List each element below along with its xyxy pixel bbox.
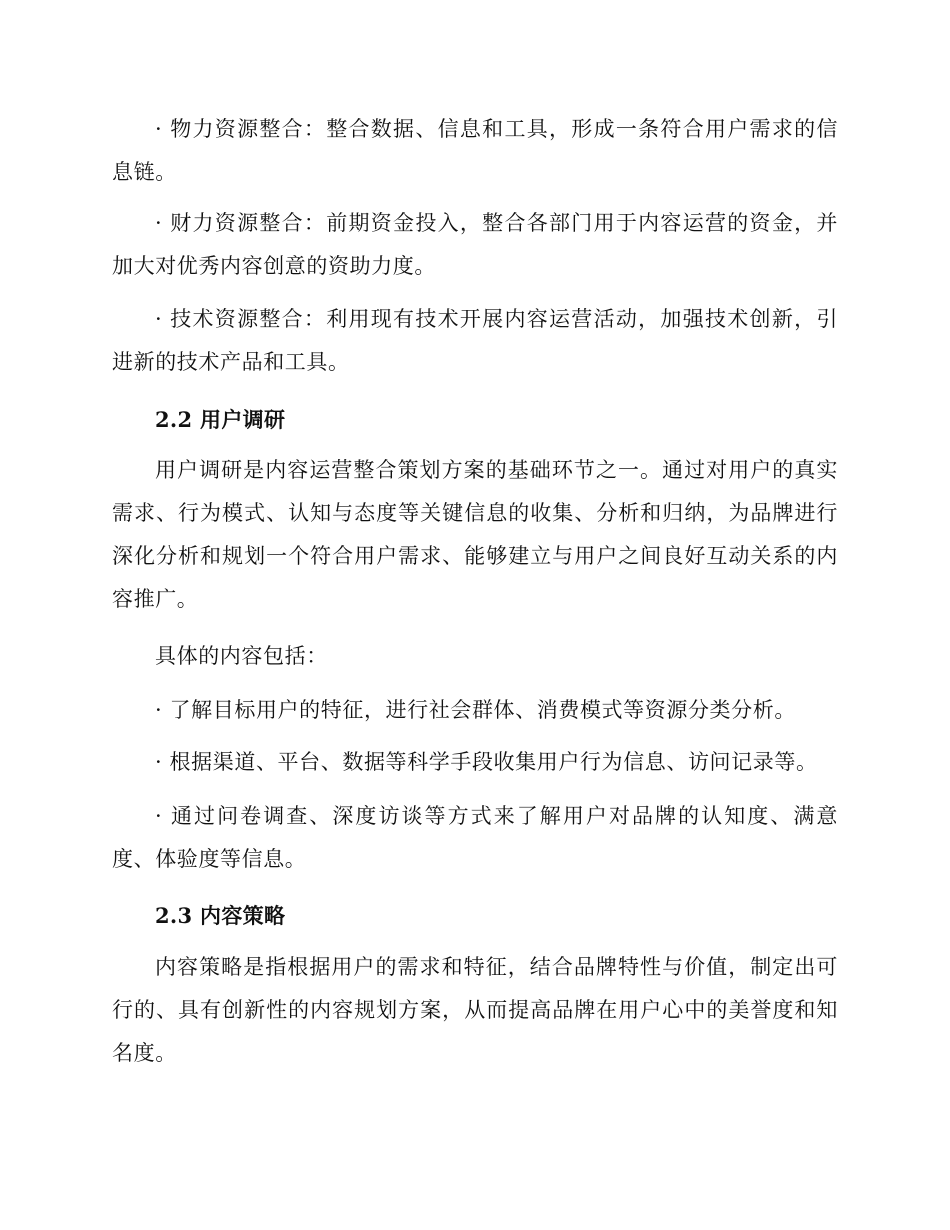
- paragraph-content-strategy: 内容策略是指根据用户的需求和特征，结合品牌特性与价值，制定出可行的、具有创新性的内容规划方案，从而提高品牌在用户心中的美誉度和知名度。: [112, 955, 838, 1065]
- section-heading-user-research: 2.2 用户调研: [155, 407, 286, 432]
- bullet-technical-resources: · 技术资源整合：利用现有技术开展内容运营活动，加强技术创新，引进新的技术产品和工具。: [112, 307, 838, 374]
- paragraph-user-research: 用户调研是内容运营整合策划方案的基础环节之一。通过对用户的真实需求、行为模式、认知与态度等关键信息的收集、分析和归纳，为品牌进行深化分析和规划一个符合用户需求、能够建立与用户之间良好互动关系的内容推广。: [112, 458, 838, 611]
- bullet-material-resources: · 物力资源整合：整合数据、信息和工具，形成一条符合用户需求的信息链。: [112, 117, 838, 184]
- bullet-target-user-traits: · 了解目标用户的特征，进行社会群体、消费模式等资源分类分析。: [155, 698, 796, 722]
- bullet-financial-resources: · 财力资源整合：前期资金投入，整合各部门用于内容运营的资金，并加大对优秀内容创意的资助力度。: [112, 211, 838, 278]
- section-heading-content-strategy: 2.3 内容策略: [155, 903, 286, 928]
- paragraph-specific-content: 具体的内容包括：: [155, 644, 328, 668]
- bullet-collect-behavior: · 根据渠道、平台、数据等科学手段收集用户行为信息、访问记录等。: [155, 750, 818, 774]
- bullet-surveys-interviews: · 通过问卷调查、深度访谈等方式来了解用户对品牌的认知度、满意度、体验度等信息。: [112, 804, 838, 871]
